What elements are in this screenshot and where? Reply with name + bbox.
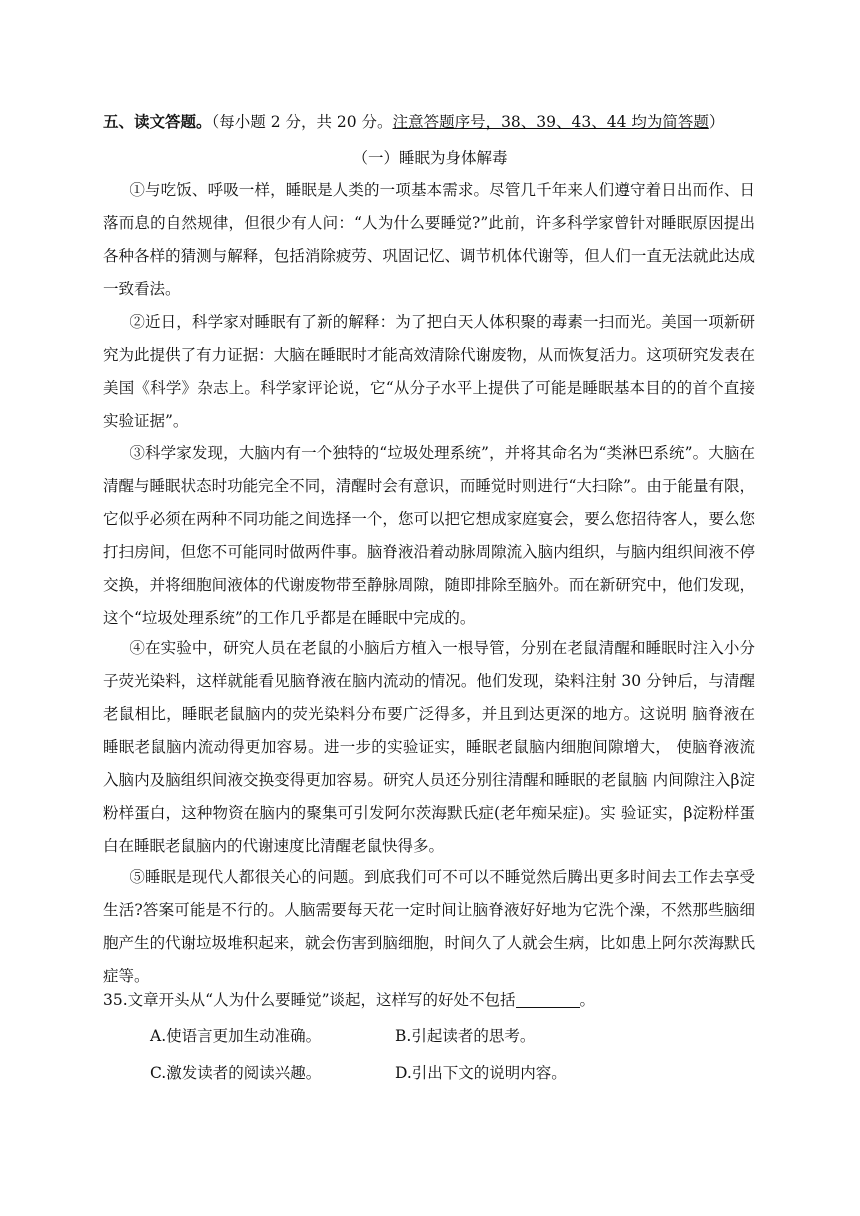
section-label: 五、读文答题。 — [103, 112, 212, 131]
option-a: A.使语言更加生动准确。 — [150, 1027, 322, 1045]
question-end: 。 — [579, 991, 596, 1009]
article-paragraph-4: ④在实验中，研究人员在老鼠的小脑后方植入一根导管，分别在老鼠清醒和睡眠时注入小分子荧光染料，这样就能看见脑脊液在脑内流动的情况。他们发现，染料注射 30 分钟后，与清醒老鼠相比，睡眠老鼠脑内的荧光染料分布要广泛得多，并且到达更深的地方。这说明 脑脊液在睡眠老鼠脑内流动得更加容易。进一步的实验证实，睡眠老鼠脑内细胞间隙增大， 使脑脊液流入脑内及脑组织间液交换变得更加容易。研究人员还分别往清醒和睡眠的老鼠脑 内间隙注入β淀粉样蛋白，这种物资在脑内的聚集可引发阿尔茨海默氏症(老年痴呆症)。实 验证实，β淀粉样蛋白在睡眠老鼠脑内的代谢速度比清醒老鼠快得多。 — [103, 639, 755, 855]
article-paragraph-2: ②近日，科学家对睡眠有了新的解释：为了把白天人体积聚的毒素一扫而光。美国一项新研究为此提供了有力证据：大脑在睡眠时才能高效清除代谢废物，从而恢复活力。这项研究发表在美国《科学》杂志上。科学家评论说，它“从分子水平上提供了可能是睡眠基本目的的首个直接实验证据”。 — [103, 313, 755, 430]
article-title: （一）睡眠为身体解毒 — [352, 149, 508, 167]
option-c: C.激发读者的阅读兴趣。 — [150, 1064, 322, 1082]
option-d: D.引出下文的说明内容。 — [395, 1064, 567, 1082]
option-b: B.引起读者的思考。 — [395, 1027, 536, 1045]
section-note: （每小题 2 分，共 20 分。 — [211, 113, 393, 131]
question-stem: 35.文章开头从“人为什么要睡觉”谈起，这样写的好处不包括 — [103, 991, 516, 1009]
section-note-underlined: 注意答题序号，38、39、43、44 均为简答题 — [392, 113, 709, 131]
section-header — [103, 110, 783, 134]
article-paragraph-1: ①与吃饭、呼吸一样，睡眠是人类的一项基本需求。尽管几千年来人们遵守着日出而作、日落而息的自然规律，但很少有人问：“人为什么要睡觉?”此前，许多科学家曾针对睡眠原因提出各种各样的猜测与解释，包括消除疲劳、巩固记忆、调节机体代谢等，但人们一直无法就此达成一致看法。 — [103, 181, 755, 298]
article-paragraph-5: ⑤睡眠是现代人都很关心的问题。到底我们可不可以不睡觉然后腾出更多时间去工作去享受生活?答案可能是不行的。人脑需要每天花一定时间让脑脊液好好地为它洗个澡，不然那些脑细胞产生的代谢垃圾堆积起来，就会伤害到脑细胞，时间久了人就会生病，比如患上阿尔茨海默氏症等。 — [103, 868, 755, 985]
question-35 — [103, 988, 595, 1012]
article-paragraph-3: ③科学家发现，大脑内有一个独特的“垃圾处理系统”，并将其命名为“类淋巴系统”。大脑在清醒与睡眠状态时功能完全不同，清醒时会有意识，而睡觉时则进行“大扫除”。由于能量有限，它似乎必须在两种不同功能之间选择一个，您可以把它想成家庭宴会，要么您招待客人，要么您打扫房间，但您不可能同时做两件事。脑脊液沿着动脉周隙流入脑内组织，与脑内组织间液不停交换，并将细胞间液体的代谢废物带至静脉周隙，随即排除至脑外。而在新研究中，他们发现，这个“垃圾处理系统”的工作几乎都是在睡眠中完成的。 — [103, 444, 755, 627]
answer-blank[interactable] — [516, 991, 580, 1008]
section-note-close: ） — [708, 113, 725, 131]
